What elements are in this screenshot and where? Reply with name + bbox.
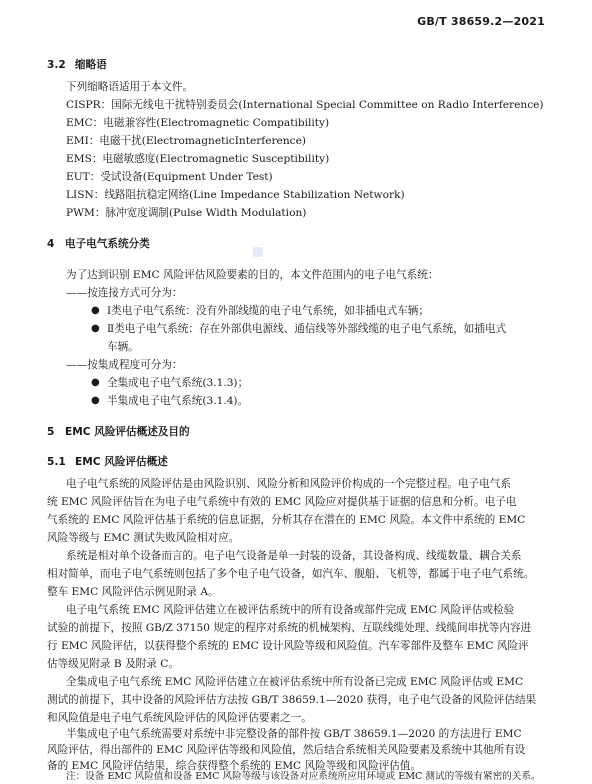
paragraph-line: 和风险值是电子电气系统风险评估的风险评估要素之一。	[47, 712, 312, 724]
bullet-item: 半集成电子电气系统(3.1.4)。	[107, 395, 249, 407]
paragraph-line: 气系统的 EMC 风险评估基于系统的信息证据，分析其存在潜在的 EMC 风险。本文件中系统的 EMC	[47, 514, 526, 526]
standard-number-header: GB/T 38659.2—2021	[417, 15, 545, 28]
paragraph-line: 备的 EMC 风险评估结果，综合获得整个系统的 EMC 风险等级和风险评估值。	[47, 760, 422, 772]
section-number: 5.1	[47, 456, 66, 468]
bullet-item: Ⅰ类电子电气系统：没有外部线缆的电子电气系统，如非插电式车辆；	[107, 305, 429, 317]
paragraph-line: 电子电气系统的风险评估是由风险识别、风险分析和风险评价构成的一个完整过程。电子电气系	[66, 478, 511, 490]
abbreviation-item: CISPR：国际无线电干扰特别委员会(International Special Committee on Radio Interference)	[66, 99, 544, 111]
note: 注：设备 EMC 风险值和设备 EMC 风险等级与该设备对应系统所应用环境或 EMC 测试的等级有紧密的关系。	[66, 771, 541, 782]
bullet-icon: ●	[91, 305, 100, 316]
section-3-2-heading	[47, 58, 107, 72]
abbreviation-item: EMI：电磁干扰(ElectromagneticInterference)	[66, 135, 306, 147]
dash-item: ——按连接方式可分为：	[66, 287, 183, 299]
abbreviation-item: EUT：受试设备(Equipment Under Test)	[66, 171, 273, 183]
bullet-icon: ●	[91, 377, 100, 388]
section-title: 缩略语	[75, 59, 107, 71]
paragraph-line: 行 EMC 风险评估，以获得整个系统的 EMC 设计风险等级和风险值。汽车零部件及整车 EMC 风险评	[47, 640, 529, 652]
paragraph-line: 全集成电子电气系统 EMC 风险评估建立在被评估系统中所有设备已完成 EMC 风险评估或 EMC	[66, 676, 524, 688]
bullet-item: 全集成电子电气系统(3.1.3)；	[107, 377, 249, 389]
paragraph-line: 测试的前提下，其中设备的风险评估方法按 GB/T 38659.1—2020 获得，电子电气设备的风险评估结果	[47, 694, 537, 706]
paragraph: 为了达到识别 EMC 风险评估风险要素的目的，本文件范围内的电子电气系统：	[66, 269, 439, 281]
section-number: 5	[47, 426, 55, 438]
paragraph-line: 相对简单，而电子电气系统则包括了多个电子电气设备，如汽车、舰船、飞机等，都属于电子电气系统。	[47, 568, 535, 580]
paragraph-line: 风险等级与 EMC 测试失败风险相对应。	[47, 532, 240, 544]
paragraph-line: 系统是相对单个设备而言的。电子电气设备是单一封装的设备，其设备构成、线缆数量、耦合关系	[66, 550, 522, 562]
abbreviation-item: EMS：电磁敏感度(Electromagnetic Susceptibility)	[66, 153, 330, 165]
section-title: EMC 风险评估概述	[75, 456, 168, 468]
paragraph-line: 风险评估，得出部件的 EMC 风险评估等级和风险值，然后结合系统相关风险要素及系统中其他所有设	[47, 744, 526, 756]
section-title: EMC 风险评估概述及目的	[65, 426, 190, 438]
paragraph-line: 半集成电子电气系统需要对系统中非完整设备的部件按 GB/T 38659.1—2020 的方法进行 EMC	[66, 728, 522, 740]
bullet-icon: ●	[91, 395, 100, 406]
paragraph: 下列缩略语适用于本文件。	[66, 81, 194, 93]
section-number: 3.2	[47, 59, 66, 71]
bullet-item: Ⅱ类电子电气系统：存在外部供电源线、通信线等外部线缆的电子电气系统，如插电式	[107, 323, 507, 335]
abbreviation-item: PWM：脉冲宽度调制(Pulse Width Modulation)	[66, 207, 307, 219]
section-5-heading	[47, 425, 190, 439]
bullet-item-continued: 车辆。	[107, 341, 139, 353]
paragraph-line: 整车 EMC 风险评估示例见附录 A。	[47, 586, 219, 598]
section-4-heading	[47, 237, 150, 251]
paragraph-line: 估等级见附录 B 及附录 C。	[47, 658, 179, 670]
paragraph-line: 试验的前提下，按照 GB/Z 37150 规定的程序对系统的机械架构、互联线缆处理、线缆间串扰等内容进	[47, 622, 532, 634]
abbreviation-item: LISN：线路阻抗稳定网络(Line Impedance Stabilization Network)	[66, 189, 405, 201]
abbreviation-item: EMC：电磁兼容性(Electromagnetic Compatibility)	[66, 117, 330, 129]
bullet-icon: ●	[91, 323, 100, 334]
section-number: 4	[47, 238, 55, 250]
section-title: 电子电气系统分类	[65, 238, 150, 250]
paragraph-line: 电子电气系统 EMC 风险评估建立在被评估系统中的所有设备或部件完成 EMC 风险评估或检验	[66, 604, 515, 616]
paragraph-line: 统 EMC 风险评估旨在为电子电气系统中有效的 EMC 风险应对提供基于证据的信息和分析。电子电	[47, 496, 517, 508]
watermark-mark	[253, 247, 263, 257]
dash-item: ——按集成程度可分为：	[66, 359, 183, 371]
section-5-1-heading	[47, 455, 168, 469]
